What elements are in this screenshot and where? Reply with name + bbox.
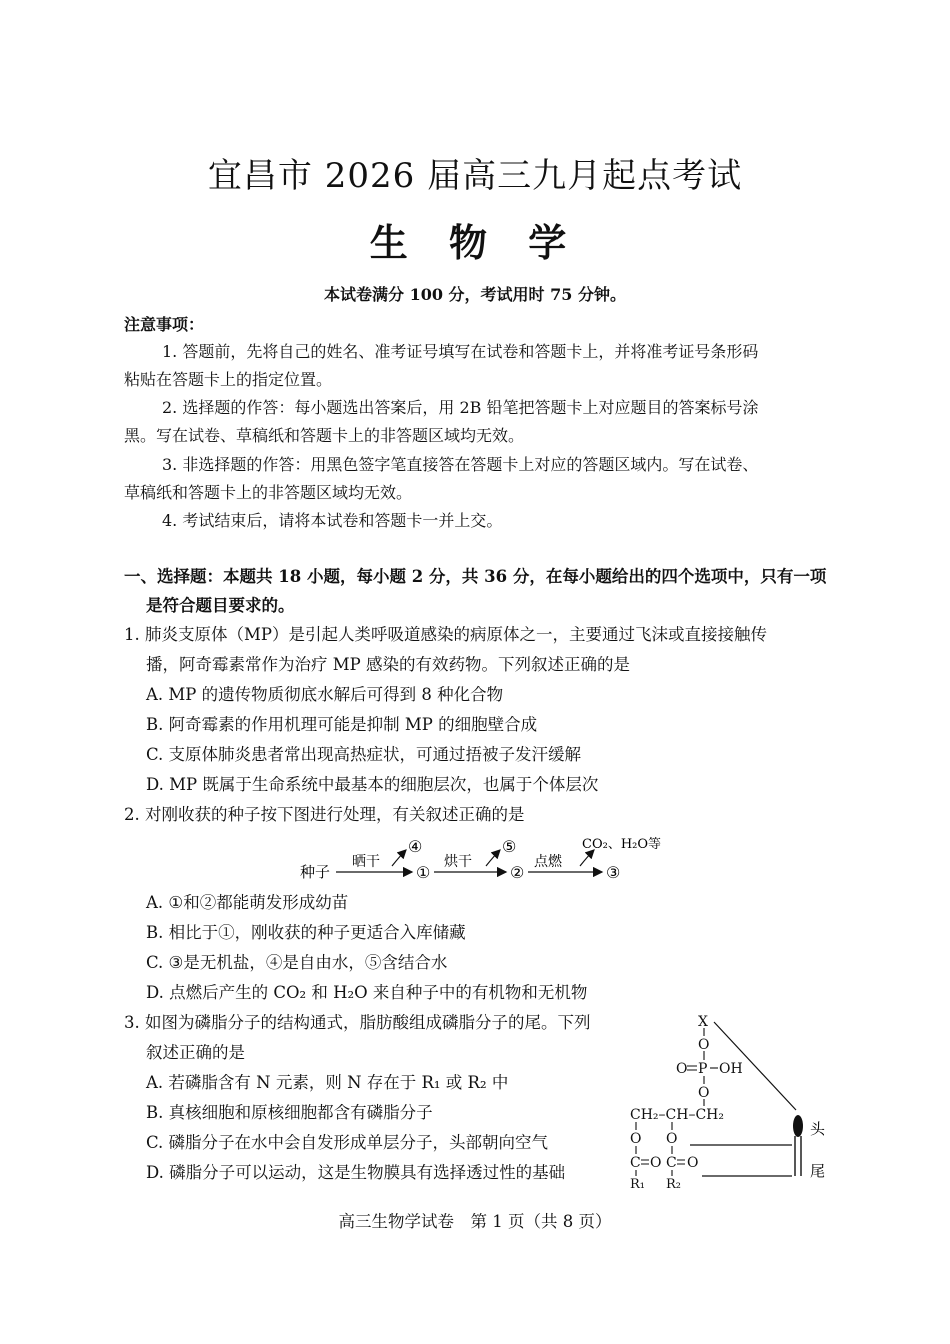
struct-r2: R₂	[666, 1177, 681, 1192]
struct-o-double: O	[676, 1061, 688, 1077]
question-3-stem	[124, 1008, 644, 1068]
notice-item-1	[124, 338, 832, 394]
diagram-products: CO₂、H₂O等	[582, 837, 662, 852]
question-2-option-a: A. ①和②都能萌发形成幼苗	[146, 893, 349, 912]
struct-head-label: 头	[810, 1120, 826, 1138]
arrow-to-products	[580, 850, 594, 866]
exam-title: 宜昌市 2026 届高三九月起点考试	[207, 156, 743, 196]
notice-item-4	[124, 507, 832, 535]
question-1-stem	[124, 620, 844, 680]
struct-c-left: C	[630, 1155, 641, 1171]
diagram-node-2: ②	[510, 863, 525, 882]
section-heading	[124, 562, 844, 620]
question-2-stem: 2. 对刚收获的种子按下图进行处理，有关叙述正确的是	[124, 805, 525, 824]
diagram-step-bake: 烘干	[444, 854, 472, 870]
struct-p: P	[698, 1061, 708, 1077]
diagram-seed-label: 种子	[300, 863, 331, 881]
struct-o-top: O	[698, 1037, 710, 1053]
question-3-option-c: C. 磷脂分子在水中会自发形成单层分子，头部朝向空气	[146, 1133, 549, 1152]
diagram-step-dry: 晒干	[352, 854, 380, 870]
notice-item-1-line2: 粘贴在答题卡上的指定位置。	[124, 370, 333, 389]
notice-item-3	[124, 451, 832, 507]
section-heading-line2: 是符合题目要求的。	[146, 596, 295, 615]
question-1-option-d: D. MP 既属于生命系统中最基本的细胞层次，也属于个体层次	[146, 775, 599, 794]
notice-item-2-line2: 黑。写在试卷、草稿纸和答题卡上的非答题区域均无效。	[124, 426, 525, 445]
struct-oh: OH	[719, 1061, 743, 1077]
question-3-option-a: A. 若磷脂含有 N 元素，则 N 存在于 R₁ 或 R₂ 中	[146, 1073, 509, 1092]
arrow-to-4	[392, 850, 406, 866]
struct-o-mid: O	[698, 1085, 710, 1101]
diagram-node-5: ⑤	[502, 837, 517, 856]
page-footer: 高三生物学试卷 第 1 页（共 8 页）	[338, 1212, 612, 1231]
question-2-option-b: B. 相比于①，刚收获的种子更适合入库储藏	[146, 923, 466, 942]
struct-o-right: O	[666, 1131, 678, 1147]
question-1-line1: 1. 肺炎支原体（MP）是引起人类呼吸道感染的病原体之一，主要通过飞沫或直接接触传	[124, 625, 767, 644]
question-1-option-b: B. 阿奇霉素的作用机理可能是抑制 MP 的细胞壁合成	[146, 715, 538, 734]
question-3-line1: 3. 如图为磷脂分子的结构通式，脂肪酸组成磷脂分子的尾。下列	[124, 1013, 591, 1032]
struct-x: X	[698, 1014, 708, 1030]
question-3-line2: 叙述正确的是	[146, 1043, 245, 1062]
notice-item-3-line2: 草稿纸和答题卡上的非答题区域均无效。	[124, 483, 413, 502]
notice-item-1-line1: 1. 答题前，先将自己的姓名、准考证号填写在试卷和答题卡上，并将准考证号条形码	[162, 342, 759, 361]
struct-o-carbonyl-left: O	[650, 1155, 662, 1171]
phospholipid-structure-figure	[620, 1008, 840, 1193]
struct-o-carbonyl-right: O	[687, 1155, 699, 1171]
notice-item-2	[124, 394, 832, 450]
notice-item-2-line1: 2. 选择题的作答：每小题选出答案后，用 2B 铅笔把答题卡上对应题目的答案标号涂	[162, 398, 759, 417]
struct-backbone: CH₂–CH–CH₂	[630, 1107, 724, 1123]
arrow-to-5	[486, 850, 500, 866]
struct-tail-label: 尾	[810, 1162, 826, 1180]
section-heading-line1: 一、选择题：本题共 18 小题，每小题 2 分，共 36 分，在每小题给出的四个选项中，只有一项	[124, 567, 827, 586]
notice-item-4-line1: 4. 考试结束后，请将本试卷和答题卡一并上交。	[162, 511, 503, 530]
struct-o-left: O	[630, 1131, 642, 1147]
subject-title: 生 物 学	[369, 221, 581, 265]
struct-r1: R₁	[630, 1177, 645, 1192]
struct-c-right: C	[666, 1155, 677, 1171]
diagram-node-1: ①	[416, 863, 431, 882]
score-line: 本试卷满分 100 分，考试用时 75 分钟。	[324, 285, 626, 304]
question-3-option-d: D. 磷脂分子可以运动，这是生物膜具有选择透过性的基础	[146, 1163, 566, 1182]
question-2-option-d: D. 点燃后产生的 CO₂ 和 H₂O 来自种子中的有机物和无机物	[146, 983, 588, 1002]
diagram-node-3: ③	[606, 863, 621, 882]
question-1-option-a: A. MP 的遗传物质彻底水解后可得到 8 种化合物	[146, 685, 504, 704]
seed-processing-diagram	[300, 832, 680, 888]
question-3-option-b: B. 真核细胞和原核细胞都含有磷脂分子	[146, 1103, 433, 1122]
phospholipid-head-icon	[793, 1115, 803, 1137]
question-1-line2: 播，阿奇霉素常作为治疗 MP 感染的有效药物。下列叙述正确的是	[146, 655, 630, 674]
notice-item-3-line1: 3. 非选择题的作答：用黑色签字笔直接答在答题卡上对应的答题区域内。写在试卷、	[162, 455, 759, 474]
question-1-option-c: C. 支原体肺炎患者常出现高热症状，可通过捂被子发汗缓解	[146, 745, 582, 764]
notice-heading: 注意事项：	[124, 315, 205, 334]
question-2-option-c: C. ③是无机盐，④是自由水，⑤含结合水	[146, 953, 448, 972]
diagram-step-burn: 点燃	[534, 854, 562, 870]
diagram-node-4: ④	[408, 837, 423, 856]
